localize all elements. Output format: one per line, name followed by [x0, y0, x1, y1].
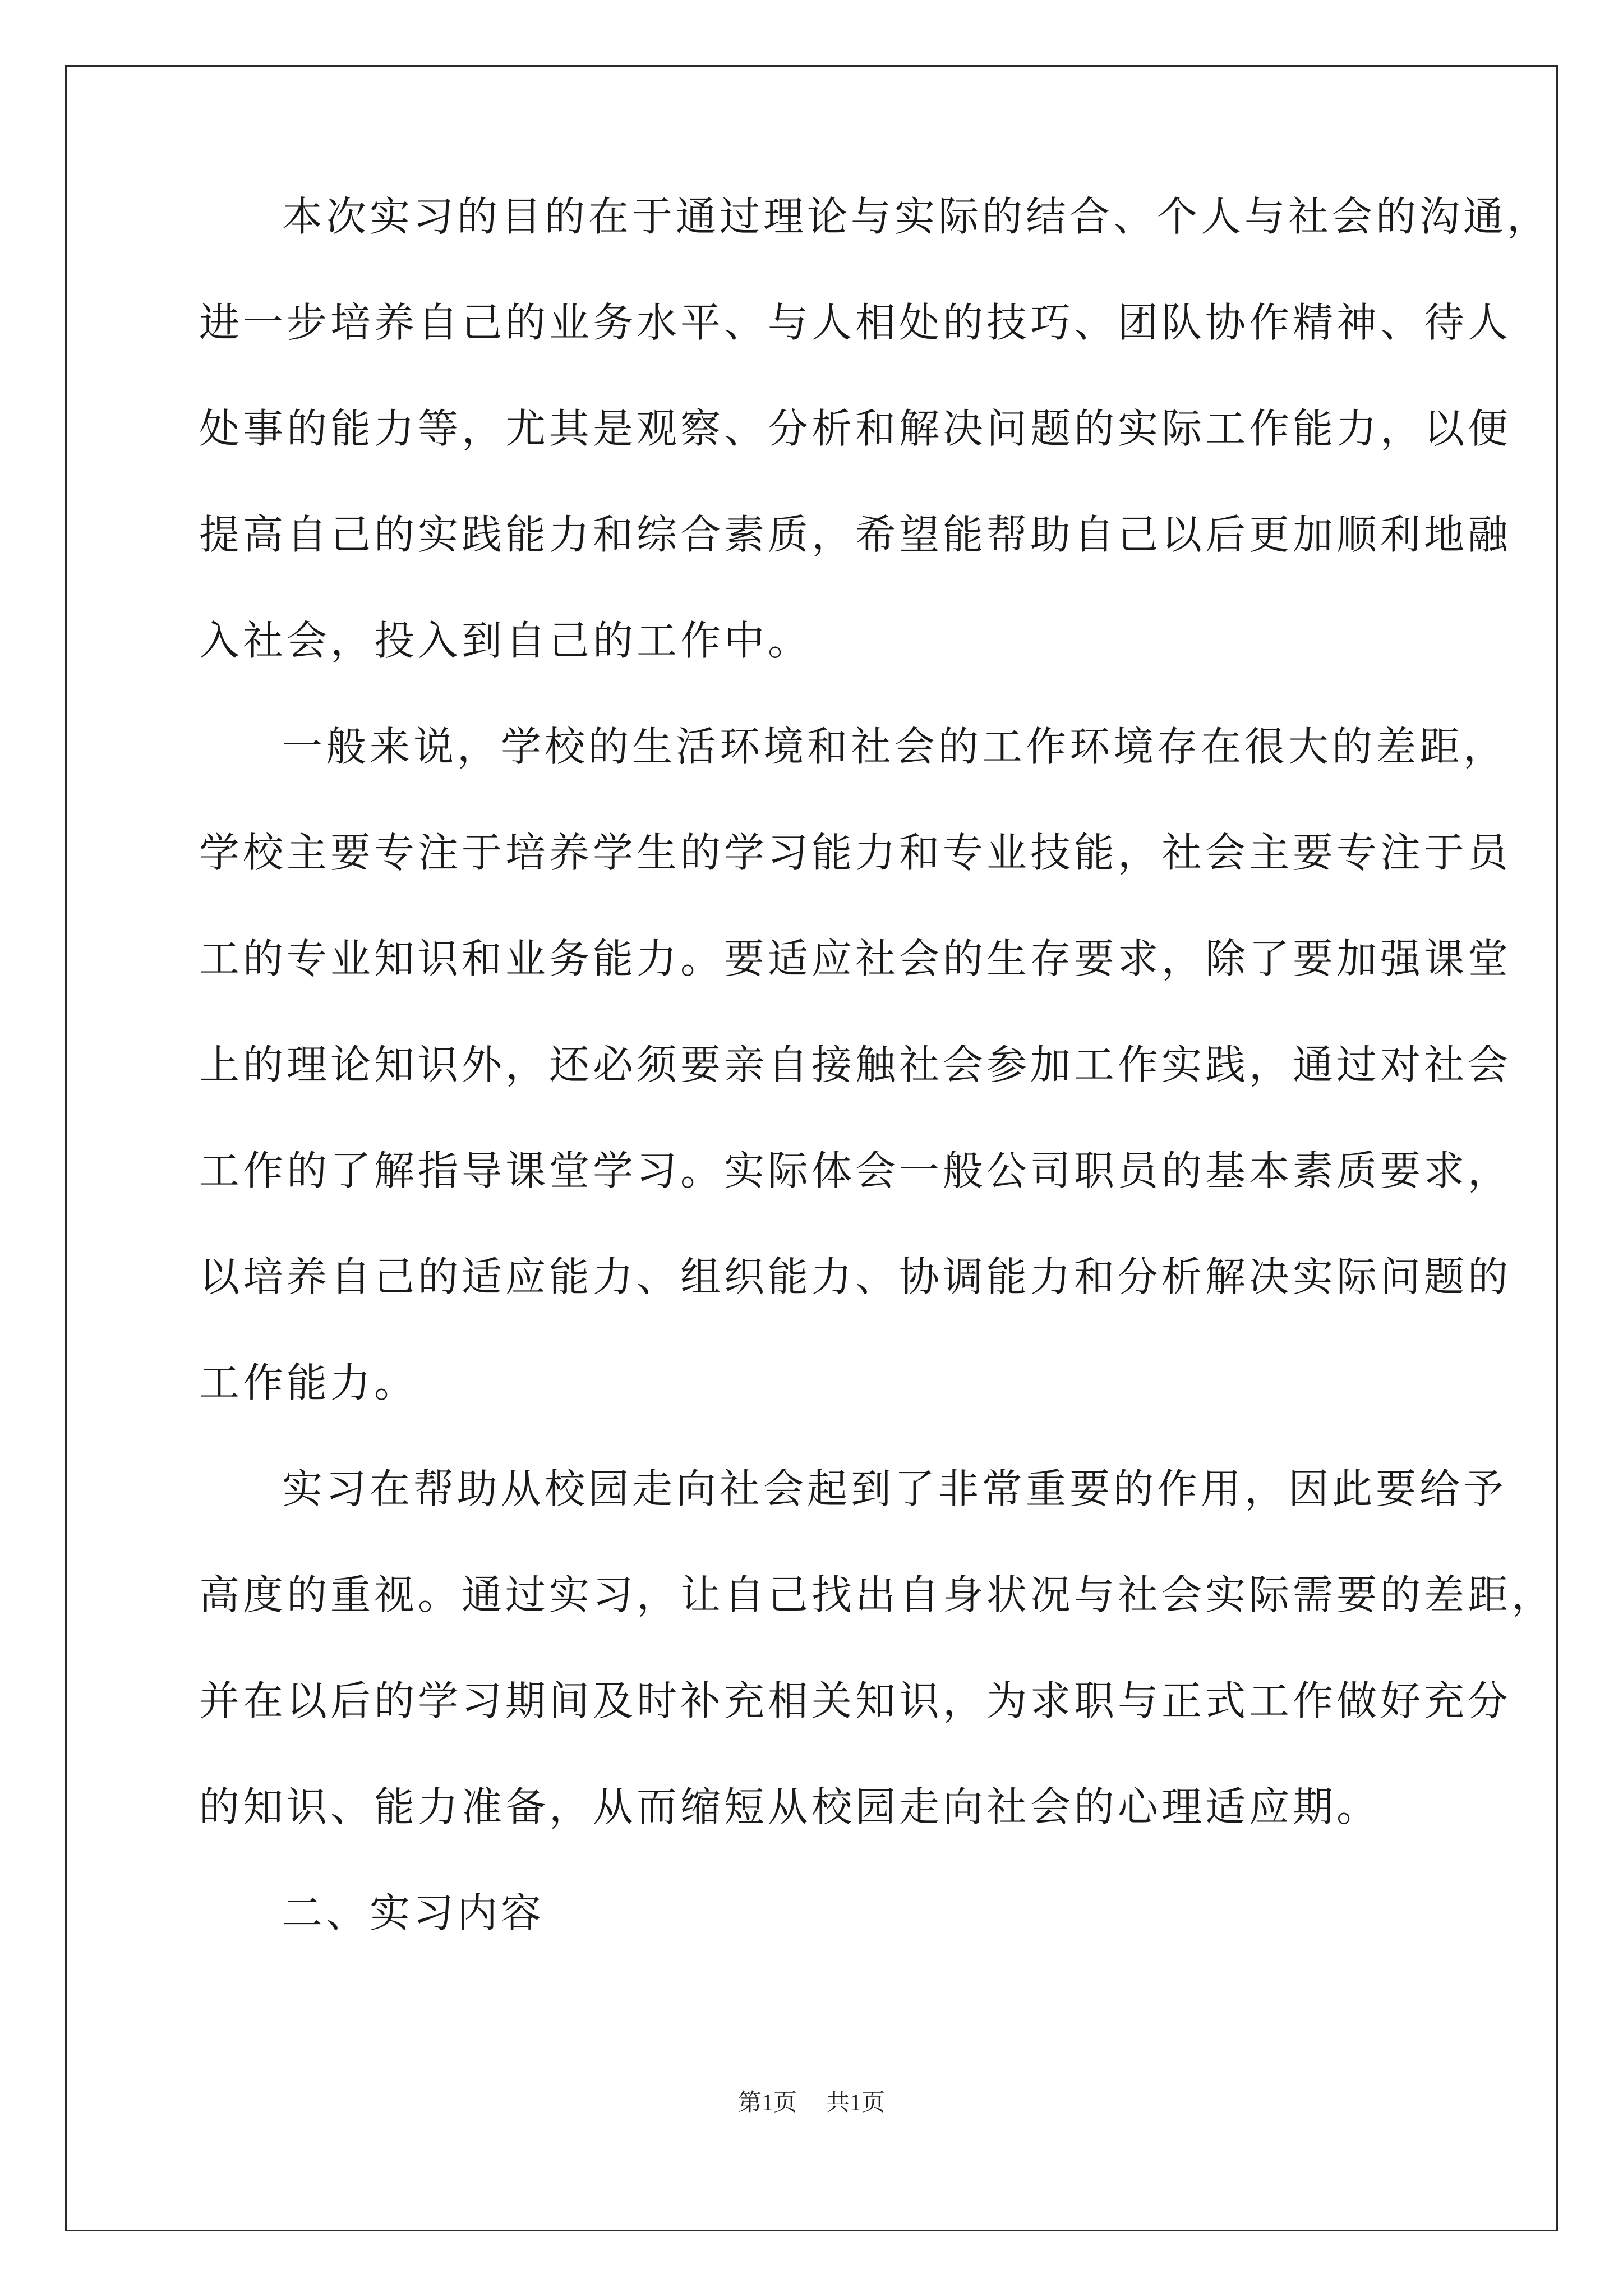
paragraph-3-line-1: 实习在帮助从校园走向社会起到了非常重要的作用，因此要给予 [282, 1465, 1507, 1512]
paragraph-2-line-7: 工作能力。 [199, 1359, 418, 1406]
paragraph-2-line-2: 学校主要专注于培养学生的学习能力和专业技能，社会主要专注于员 [199, 829, 1512, 876]
paragraph-1-line-5: 入社会，投入到自己的工作中。 [199, 617, 812, 664]
paragraph-1-line-1: 本次实习的目的在于通过理论与实际的结合、个人与社会的沟通， [282, 193, 1551, 240]
page-footer [0, 2084, 1623, 2118]
paragraph-1-line-2: 进一步培养自己的业务水平、与人相处的技巧、团队协作精神、待人 [199, 299, 1512, 346]
paragraph-2-line-6: 以培养自己的适应能力、组织能力、协调能力和分析解决实际问题的 [199, 1253, 1512, 1300]
paragraph-3-line-2: 高度的重视。通过实习，让自己找出自身状况与社会实际需要的差距， [199, 1571, 1556, 1618]
paragraph-2-line-4: 上的理论知识外，还必须要亲自接触社会参加工作实践，通过对社会 [199, 1041, 1512, 1088]
paragraph-1-line-4: 提高自己的实践能力和综合素质，希望能帮助自己以后更加顺利地融 [199, 511, 1512, 558]
document-body [199, 191, 1556, 1993]
paragraph-1-line-3: 处事的能力等，尤其是观察、分析和解决问题的实际工作能力，以便 [199, 405, 1512, 452]
page-total: 共1页 [826, 2090, 886, 2116]
paragraph-2-line-3: 工的专业知识和业务能力。要适应社会的生存要求，除了要加强课堂 [199, 935, 1512, 982]
page-number: 第1页 [737, 2090, 797, 2116]
paragraph-3-line-4: 的知识、能力准备，从而缩短从校园走向社会的心理适应期。 [199, 1783, 1381, 1830]
paragraph-2-line-5: 工作的了解指导课堂学习。实际体会一般公司职员的基本素质要求， [199, 1147, 1512, 1194]
paragraph-3-line-3: 并在以后的学习期间及时补充相关知识，为求职与正式工作做好充分 [199, 1677, 1512, 1724]
section-heading: 二、实习内容 [282, 1889, 545, 1936]
paragraph-2-line-1: 一般来说，学校的生活环境和社会的工作环境存在很大的差距， [282, 723, 1507, 770]
